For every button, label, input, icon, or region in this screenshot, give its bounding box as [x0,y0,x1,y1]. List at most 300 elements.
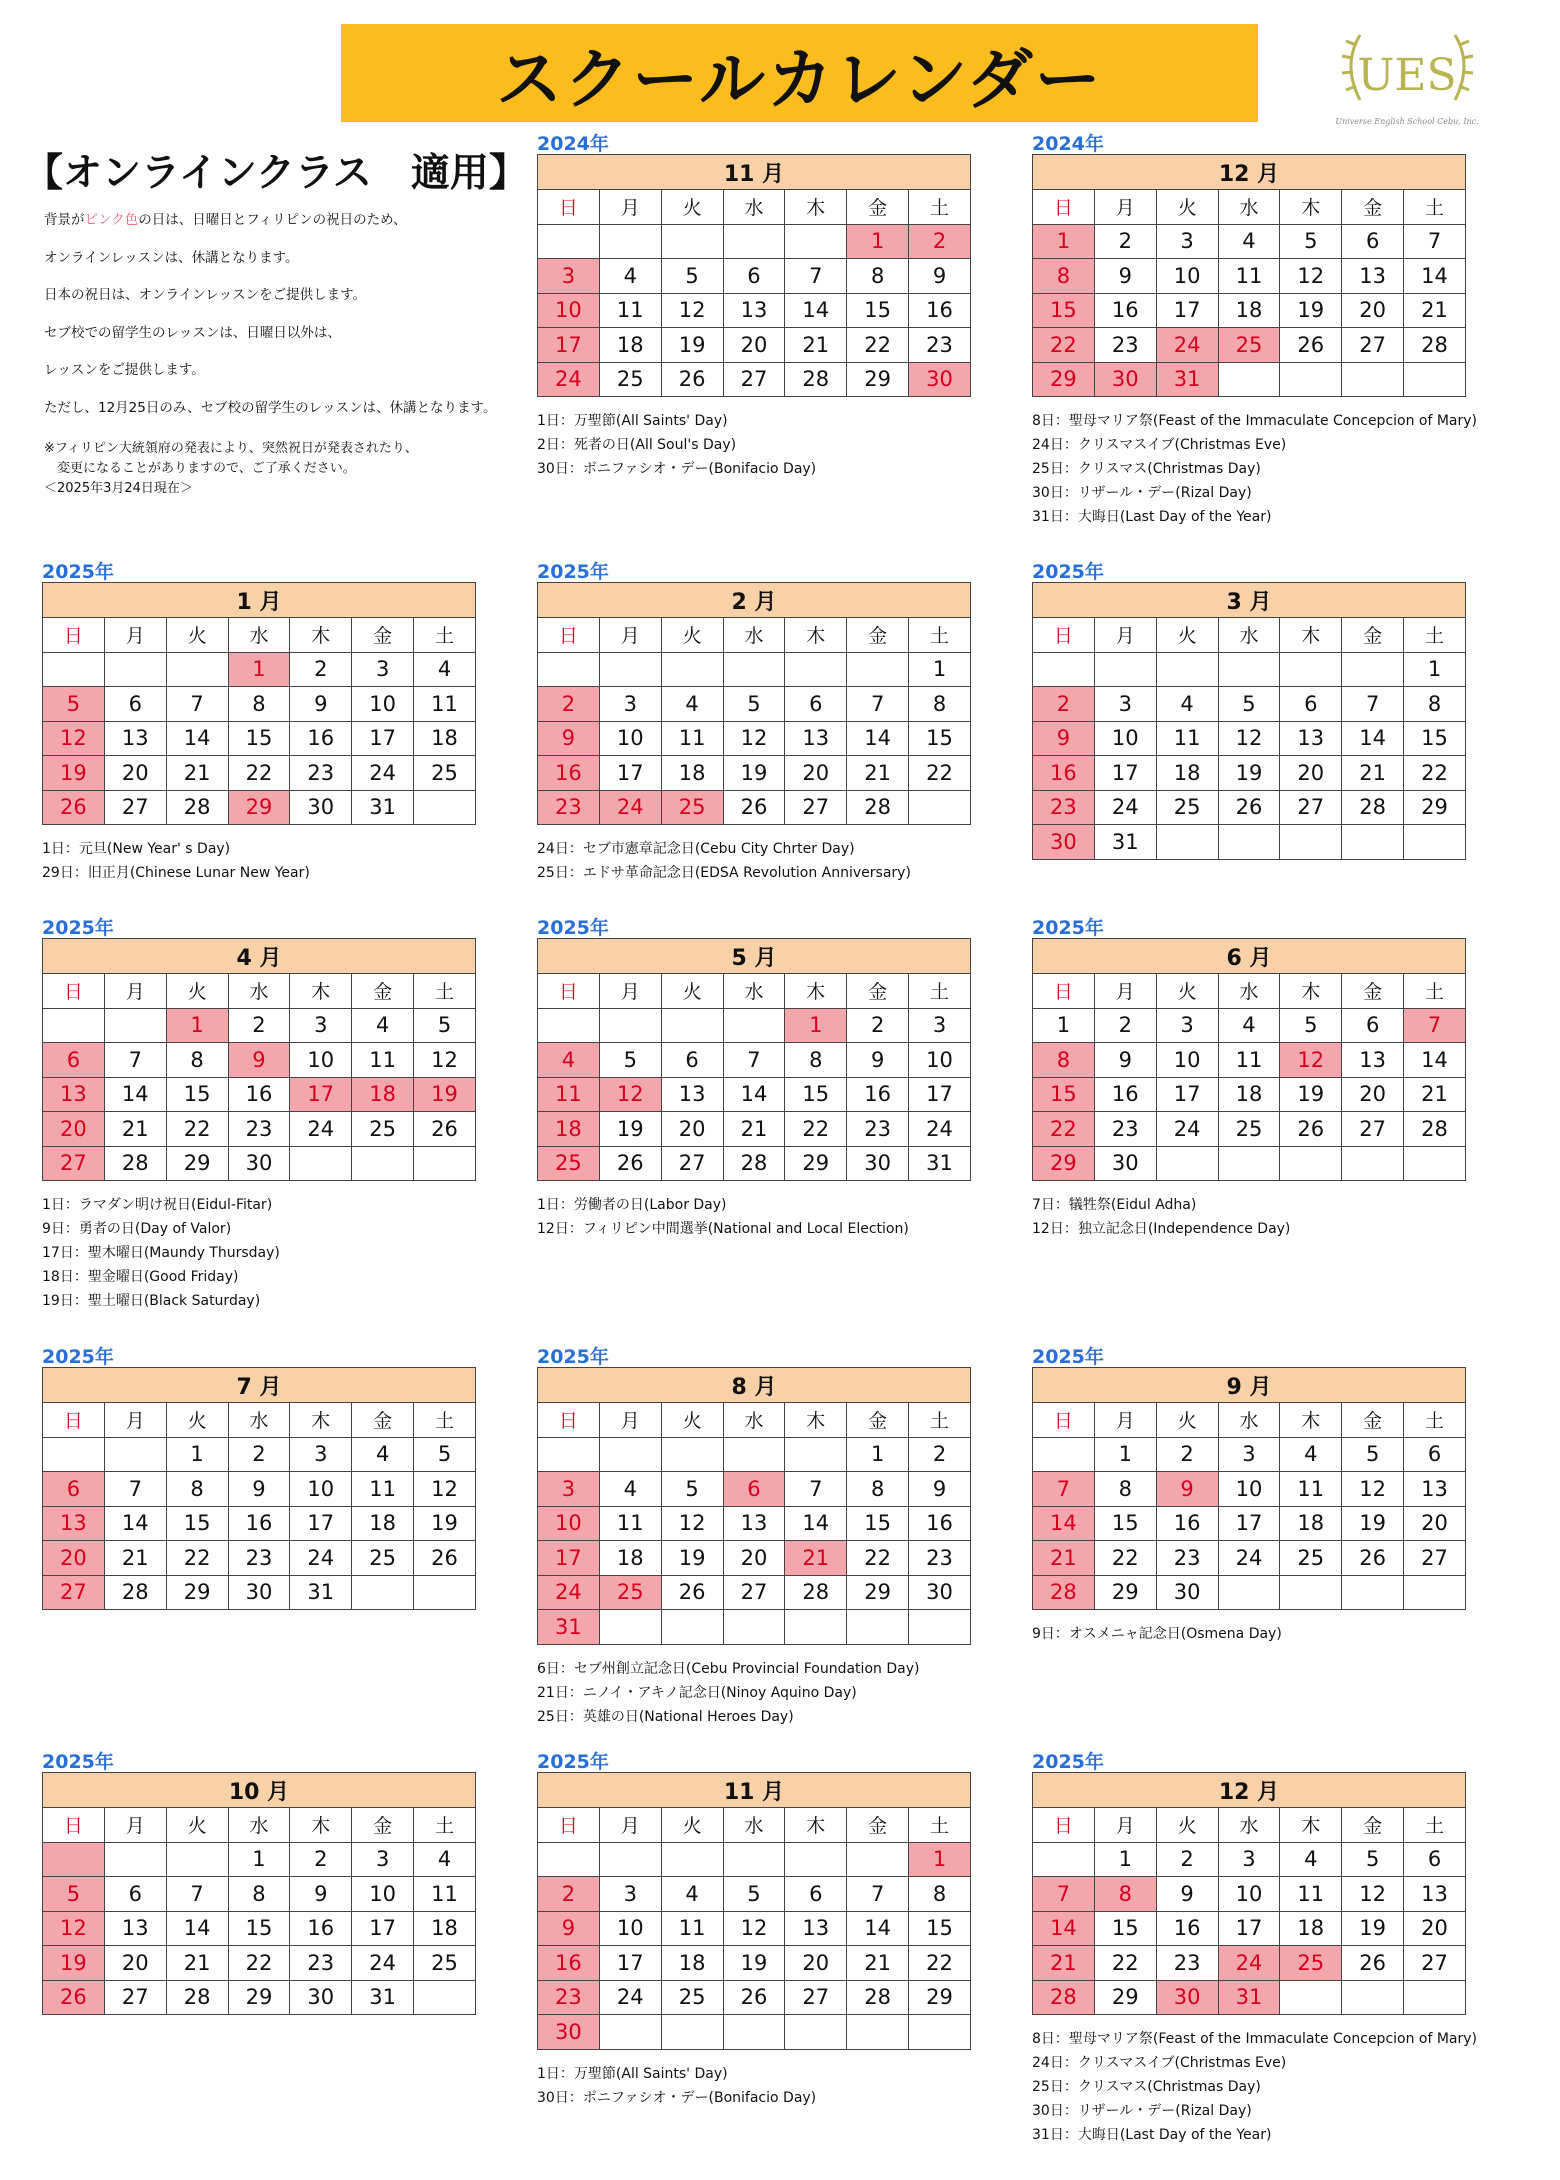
weekday-header: 金 [847,1403,909,1438]
weekday-header: 火 [1156,190,1218,225]
note-line: オンラインレッスンは、休講となります。 [44,249,299,266]
day-cell: 12 [661,293,723,328]
day-cell: 12 [661,1506,723,1541]
day-cell: 16 [1094,293,1156,328]
day-cell: 4 [1218,1008,1280,1043]
day-cell: 7 [166,687,228,722]
day-cell: 5 [1218,687,1280,722]
day-cell: 14 [847,1911,909,1946]
weekday-header: 金 [1342,1403,1404,1438]
day-cell: 15 [1094,1911,1156,1946]
weekday-header: 日 [538,974,600,1009]
empty-cell [661,1610,723,1645]
day-cell: 2 [290,1842,352,1877]
empty-cell [1280,1980,1342,2015]
day-cell: 1 [1033,1008,1095,1043]
empty-cell [723,1008,785,1043]
calendar-month-header: 2 月 [538,583,971,618]
day-cell: 31 [1156,362,1218,397]
day-cell: 23 [1094,328,1156,363]
holiday-note: 18日：聖金曜日(Good Friday) [42,1269,239,1285]
empty-cell [599,1842,661,1877]
empty-cell [909,790,971,825]
weekday-header: 日 [43,1808,105,1843]
empty-cell [847,2015,909,2050]
day-cell: 15 [1094,1506,1156,1541]
month-calendar [1032,918,1466,1241]
day-cell: 13 [104,721,166,756]
day-cell: 28 [785,362,847,397]
day-cell: 4 [599,1472,661,1507]
day-cell: 20 [785,756,847,791]
day-cell: 22 [847,328,909,363]
day-cell: 10 [352,687,414,722]
day-cell: 16 [1033,756,1095,791]
day-cell: 6 [785,1877,847,1912]
day-cell: 14 [104,1506,166,1541]
day-cell: 15 [166,1077,228,1112]
day-cell: 20 [1280,756,1342,791]
day-cell: 12 [1280,1043,1342,1078]
day-cell: 5 [43,687,105,722]
weekday-header: 土 [1404,618,1466,653]
day-cell: 1 [228,1842,290,1877]
day-cell: 25 [1218,328,1280,363]
day-cell: 19 [661,1541,723,1576]
calendar-table [42,1772,476,2015]
holiday-note: 17日：聖木曜日(Maundy Thursday) [42,1245,280,1261]
empty-cell [785,1842,847,1877]
day-cell: 2 [1094,1008,1156,1043]
calendar-year: 2025年 [537,561,609,583]
empty-cell [1156,1146,1218,1181]
day-cell: 19 [661,328,723,363]
day-cell: 11 [1280,1472,1342,1507]
day-cell: 9 [1094,259,1156,294]
day-cell: 14 [1033,1911,1095,1946]
day-cell: 24 [290,1112,352,1147]
day-cell: 8 [228,1877,290,1912]
day-cell: 9 [538,1911,600,1946]
weekday-header: 火 [166,618,228,653]
empty-cell [1342,825,1404,860]
day-cell: 26 [1342,1541,1404,1576]
day-cell: 21 [1033,1541,1095,1576]
weekday-header: 金 [352,618,414,653]
empty-cell [909,2015,971,2050]
day-cell: 6 [43,1043,105,1078]
month-calendar [537,134,971,481]
day-cell: 1 [909,1842,971,1877]
day-cell: 7 [723,1043,785,1078]
empty-cell [1404,362,1466,397]
day-cell: 14 [1033,1506,1095,1541]
day-cell: 25 [661,1980,723,2015]
day-cell: 25 [1280,1541,1342,1576]
empty-cell [1342,1575,1404,1610]
day-cell: 22 [847,1541,909,1576]
day-cell: 30 [1156,1980,1218,2015]
weekday-header: 木 [290,1808,352,1843]
day-cell: 24 [290,1541,352,1576]
calendar-table [1032,154,1466,397]
day-cell: 8 [909,1877,971,1912]
day-cell: 22 [166,1112,228,1147]
logo-subtext: Universe English School Cebu, Inc. [1335,117,1479,126]
day-cell: 1 [1033,224,1095,259]
weekday-header: 土 [1404,1403,1466,1438]
weekday-header: 金 [1342,1808,1404,1843]
day-cell: 8 [166,1043,228,1078]
day-cell: 25 [1280,1946,1342,1981]
day-cell: 23 [290,756,352,791]
day-cell: 2 [290,652,352,687]
day-cell: 1 [1094,1842,1156,1877]
day-cell: 28 [166,790,228,825]
day-cell: 21 [104,1541,166,1576]
day-cell: 21 [1404,1077,1466,1112]
day-cell: 6 [43,1472,105,1507]
day-cell: 15 [1033,1077,1095,1112]
day-cell: 21 [847,756,909,791]
day-cell: 9 [538,721,600,756]
day-cell: 6 [723,1472,785,1507]
day-cell: 12 [723,1911,785,1946]
weekday-header: 土 [909,1403,971,1438]
empty-cell [1033,1842,1095,1877]
day-cell: 9 [909,259,971,294]
day-cell: 2 [228,1008,290,1043]
school-logo [1320,20,1495,135]
empty-cell [723,1842,785,1877]
weekday-header: 水 [228,618,290,653]
day-cell: 2 [1156,1437,1218,1472]
day-cell: 15 [228,1911,290,1946]
holiday-note: 9日：勇者の日(Day of Valor) [42,1221,232,1237]
day-cell: 3 [599,687,661,722]
day-cell: 11 [661,721,723,756]
day-cell: 28 [1404,328,1466,363]
day-cell: 5 [1280,1008,1342,1043]
day-cell: 16 [290,1911,352,1946]
day-cell: 31 [538,1610,600,1645]
day-cell: 26 [414,1541,476,1576]
day-cell: 1 [166,1437,228,1472]
day-cell: 9 [228,1472,290,1507]
day-cell: 8 [847,1472,909,1507]
holiday-note: 25日：英雄の日(National Heroes Day) [537,1708,794,1725]
month-calendar [1032,1347,1466,1646]
weekday-header: 金 [1342,974,1404,1009]
day-cell: 8 [228,687,290,722]
day-cell: 26 [1280,1112,1342,1147]
day-cell: 16 [538,1946,600,1981]
day-cell: 17 [290,1506,352,1541]
weekday-header: 水 [1218,1403,1280,1438]
holiday-note: 30日：ボニファシオ・デー(Bonifacio Day) [537,461,817,477]
holiday-note: 24日：セブ市憲章記念日(Cebu City Chrter Day) [537,841,855,857]
day-cell: 30 [228,1575,290,1610]
holiday-note: 8日：聖母マリア祭(Feast of the Immaculate Concepcion of Mary) [1032,2031,1478,2047]
weekday-header: 火 [661,1808,723,1843]
day-cell: 2 [1033,687,1095,722]
day-cell: 17 [538,328,600,363]
weekday-header: 火 [1156,974,1218,1009]
day-cell: 16 [538,756,600,791]
calendar-table [537,154,971,397]
weekday-header: 金 [352,1403,414,1438]
calendar-table [42,1367,476,1610]
day-cell: 6 [1404,1437,1466,1472]
day-cell: 7 [1404,224,1466,259]
empty-cell [847,1842,909,1877]
day-cell: 18 [538,1112,600,1147]
day-cell: 22 [1404,756,1466,791]
day-cell: 20 [1342,293,1404,328]
day-cell: 16 [1156,1506,1218,1541]
month-calendar [1032,562,1466,860]
day-cell: 1 [1094,1437,1156,1472]
empty-cell [599,1610,661,1645]
calendar-month-header: 5 月 [538,939,971,974]
day-cell: 9 [1033,721,1095,756]
day-cell: 29 [166,1575,228,1610]
day-cell: 6 [1280,687,1342,722]
day-cell: 7 [785,1472,847,1507]
weekday-header: 月 [104,1403,166,1438]
day-cell: 26 [1218,790,1280,825]
day-cell: 15 [847,1506,909,1541]
calendar-year: 2025年 [1032,561,1104,583]
day-cell: 19 [1280,293,1342,328]
empty-cell [1218,652,1280,687]
day-cell: 27 [43,1146,105,1181]
holiday-notes [537,1657,971,1729]
empty-cell [1033,1437,1095,1472]
holiday-note: 6日：セブ州創立記念日(Cebu Provincial Foundation Day) [537,1660,920,1677]
day-cell: 2 [909,1437,971,1472]
weekday-header: 木 [290,618,352,653]
day-cell: 29 [847,1575,909,1610]
day-cell: 16 [290,721,352,756]
day-cell: 16 [228,1506,290,1541]
holiday-notes [537,837,971,885]
day-cell: 25 [1218,1112,1280,1147]
day-cell: 3 [290,1008,352,1043]
day-cell: 2 [909,224,971,259]
day-cell: 8 [166,1472,228,1507]
weekday-header: 木 [785,1808,847,1843]
day-cell: 5 [599,1043,661,1078]
day-cell: 3 [909,1008,971,1043]
empty-cell [43,652,105,687]
weekday-header: 日 [1033,974,1095,1009]
empty-cell [290,1146,352,1181]
day-cell: 19 [1280,1077,1342,1112]
empty-cell [414,790,476,825]
calendar-table [537,1772,971,2050]
day-cell: 25 [1156,790,1218,825]
day-cell: 7 [1404,1008,1466,1043]
empty-cell [599,224,661,259]
weekday-header: 土 [909,974,971,1009]
weekday-header: 土 [414,618,476,653]
day-cell: 26 [661,362,723,397]
weekday-header: 月 [599,974,661,1009]
day-cell: 29 [785,1146,847,1181]
empty-cell [1280,362,1342,397]
day-cell: 15 [1404,721,1466,756]
day-cell: 2 [228,1437,290,1472]
day-cell: 6 [1342,224,1404,259]
calendar-month-header: 11 月 [538,1773,971,1808]
day-cell: 11 [352,1043,414,1078]
day-cell: 7 [847,687,909,722]
calendar-month-header: 3 月 [1033,583,1466,618]
day-cell: 11 [414,1877,476,1912]
day-cell: 12 [1342,1877,1404,1912]
day-cell: 15 [847,293,909,328]
empty-cell [785,2015,847,2050]
empty-cell [661,1437,723,1472]
holiday-note: 8日：聖母マリア祭(Feast of the Immaculate Concepcion of Mary) [1032,413,1478,429]
day-cell: 10 [538,293,600,328]
day-cell: 15 [909,721,971,756]
day-cell: 8 [847,259,909,294]
day-cell: 11 [352,1472,414,1507]
weekday-header: 水 [723,618,785,653]
day-cell: 1 [166,1008,228,1043]
day-cell: 16 [1156,1911,1218,1946]
day-cell: 14 [847,721,909,756]
day-cell: 25 [414,756,476,791]
day-cell: 23 [1156,1946,1218,1981]
day-cell: 20 [43,1541,105,1576]
weekday-header: 木 [290,1403,352,1438]
day-cell: 22 [785,1112,847,1147]
holiday-notes [1032,409,1478,529]
weekday-header: 火 [166,974,228,1009]
empty-cell [661,2015,723,2050]
day-cell: 21 [104,1112,166,1147]
day-cell: 17 [599,1946,661,1981]
weekday-header: 火 [661,190,723,225]
weekday-header: 月 [104,618,166,653]
day-cell: 30 [1033,825,1095,860]
note-line: 日本の祝日は、オンラインレッスンをご提供します。 [44,287,367,303]
day-cell: 11 [1156,721,1218,756]
day-cell: 23 [847,1112,909,1147]
day-cell: 21 [166,1946,228,1981]
holiday-notes [42,1193,476,1313]
day-cell: 11 [1218,259,1280,294]
day-cell: 12 [723,721,785,756]
month-calendar [537,1752,971,2110]
day-cell: 31 [290,1575,352,1610]
day-cell: 24 [909,1112,971,1147]
weekday-header: 水 [723,1808,785,1843]
holiday-note: 12日：独立記念日(Independence Day) [1032,1221,1291,1237]
weekday-header: 金 [352,974,414,1009]
day-cell: 2 [847,1008,909,1043]
empty-cell [723,652,785,687]
holiday-note: 29日：旧正月(Chinese Lunar New Year) [42,865,310,881]
day-cell: 27 [723,362,785,397]
holiday-note: 1日：ラマダン明け祝日(Eidul-Fitar) [42,1197,273,1213]
day-cell: 26 [43,790,105,825]
day-cell: 25 [599,362,661,397]
day-cell: 3 [1094,687,1156,722]
day-cell: 13 [1280,721,1342,756]
day-cell: 15 [166,1506,228,1541]
day-cell: 27 [661,1146,723,1181]
calendar-month-header: 6 月 [1033,939,1466,974]
empty-cell [847,652,909,687]
day-cell: 2 [538,1877,600,1912]
day-cell: 29 [1094,1980,1156,2015]
calendar-year: 2025年 [1032,1346,1104,1368]
day-cell: 19 [723,756,785,791]
day-cell: 8 [1404,687,1466,722]
day-cell: 20 [661,1112,723,1147]
holiday-note: 25日：クリスマス(Christmas Day) [1032,2079,1261,2095]
subtitle: 【オンラインクラス 適用】 [24,151,528,196]
day-cell: 15 [1033,293,1095,328]
day-cell: 20 [723,328,785,363]
weekday-header: 金 [352,1808,414,1843]
logo-text: UES [1357,50,1457,101]
day-cell: 25 [352,1541,414,1576]
day-cell: 30 [290,1980,352,2015]
day-cell: 11 [538,1077,600,1112]
day-cell: 18 [661,756,723,791]
day-cell: 12 [1342,1472,1404,1507]
day-cell: 13 [43,1077,105,1112]
calendar-year: 2025年 [537,917,609,939]
holiday-note: 30日：リザール・デー(Rizal Day) [1032,485,1252,501]
weekday-header: 土 [909,1808,971,1843]
day-cell: 26 [599,1146,661,1181]
weekday-header: 火 [1156,1808,1218,1843]
day-cell: 7 [104,1043,166,1078]
empty-cell [104,1008,166,1043]
day-cell: 17 [1156,1077,1218,1112]
empty-cell [661,224,723,259]
empty-cell [104,652,166,687]
day-cell: 14 [1342,721,1404,756]
day-cell: 21 [1404,293,1466,328]
day-cell: 16 [909,1506,971,1541]
day-cell: 5 [43,1877,105,1912]
calendar-table [537,1367,971,1645]
weekday-header: 日 [1033,618,1095,653]
day-cell: 7 [847,1877,909,1912]
weekday-header: 火 [661,618,723,653]
empty-cell [1156,652,1218,687]
day-cell: 17 [290,1077,352,1112]
day-cell: 12 [1218,721,1280,756]
empty-cell [1218,1575,1280,1610]
empty-cell [538,652,600,687]
day-cell: 3 [290,1437,352,1472]
day-cell: 28 [1342,790,1404,825]
month-calendar [537,918,971,1241]
empty-cell [1404,1980,1466,2015]
day-cell: 4 [1280,1437,1342,1472]
month-calendar [42,1752,476,2015]
day-cell: 22 [1033,1112,1095,1147]
calendar-table [1032,1772,1466,2015]
